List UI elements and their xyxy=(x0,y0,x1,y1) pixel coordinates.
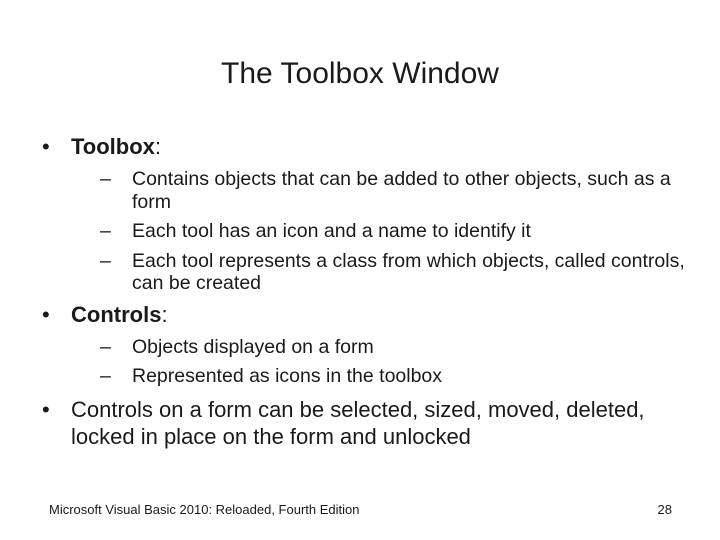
dash-marker: – xyxy=(100,220,111,242)
bullet-marker: • xyxy=(42,134,50,159)
bullet-term: Controls xyxy=(71,301,162,327)
sub-list-controls xyxy=(100,336,702,388)
sub-item xyxy=(100,220,702,243)
sub-item xyxy=(100,250,702,295)
dash-marker: – xyxy=(100,249,111,272)
sub-item-text: Contains objects that can be added to other objects, such as a form xyxy=(132,168,671,213)
bullet-colon: : xyxy=(161,301,168,327)
dash-marker: – xyxy=(100,365,111,387)
bullet-marker: • xyxy=(42,301,50,327)
bullet-toolbox xyxy=(42,134,702,295)
page-number: 28 xyxy=(657,502,672,517)
dash-marker: – xyxy=(100,335,111,358)
bullet-controls-on-form xyxy=(42,396,702,451)
bullet-marker: • xyxy=(42,396,50,422)
sub-item-text: Each tool has an icon and a name to identify it xyxy=(132,220,531,242)
sub-item xyxy=(100,168,702,213)
bullet-list xyxy=(42,134,702,451)
bullet-controls xyxy=(42,302,702,388)
sub-item-text: Objects displayed on a form xyxy=(132,335,374,358)
bullet-colon: : xyxy=(154,134,162,159)
sub-item-text: Each tool represents a class from which objects, called controls, can be created xyxy=(132,249,685,294)
footer-book-title: Microsoft Visual Basic 2010: Reloaded, Fourth Edition xyxy=(49,502,360,517)
sub-item xyxy=(100,365,702,388)
sub-item-text: Represented as icons in the toolbox xyxy=(132,365,443,387)
dash-marker: – xyxy=(100,168,111,190)
bullet-term: Toolbox xyxy=(71,134,155,159)
slide-title: The Toolbox Window xyxy=(221,57,499,90)
sub-list-toolbox xyxy=(100,168,702,295)
bullet-text: Controls on a form can be selected, sized, moved, deleted, locked in place on the form and unlocked xyxy=(71,396,645,449)
sub-item xyxy=(100,336,702,359)
